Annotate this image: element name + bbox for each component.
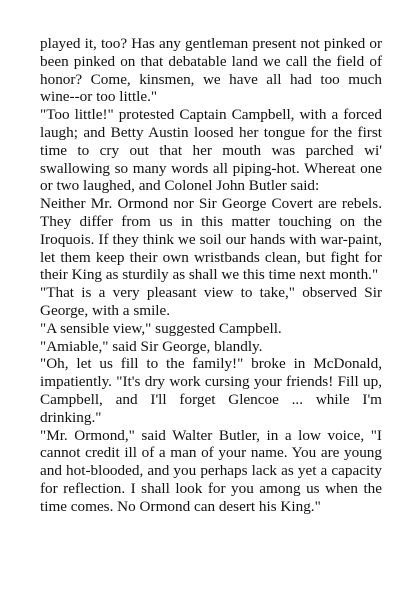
- paragraph: "That is a very pleasant view to take," observed Sir George, with a smile.: [40, 284, 382, 319]
- paragraph: "Mr. Ormond," said Walter Butler, in a low voice, "I cannot credit ill of a man of your name. You are young and hot-blooded, and you perhaps lack as yet a capacity for reflection. I shall look for you among us when the time comes. No Ormond can desert his King.": [40, 426, 382, 515]
- document-page: [40, 35, 382, 516]
- paragraph: played it, too? Has any gentleman present not pinked or been pinked on that debatable land we call the field of honor? Come, kinsmen, we have all had too much wine--or too little.": [40, 35, 382, 106]
- paragraph: "Oh, let us fill to the family!" broke in McDonald, impatiently. "It's dry work cursing your friends! Fill up, Campbell, and I'll forget Glencoe ... while I'm drinking.": [40, 355, 382, 426]
- paragraph: "A sensible view," suggested Campbell.: [40, 319, 282, 337]
- paragraph: "Amiable," said Sir George, blandly.: [40, 337, 263, 355]
- paragraph: "Too little!" protested Captain Campbell, with a forced laugh; and Betty Austin loosed her tongue for the first time to cry out that her mouth was parched wi' swallowing so many words all piping-hot. Whereat one or two laughed, and Colonel John Butler said:: [40, 106, 382, 195]
- paragraph: Neither Mr. Ormond nor Sir George Covert are rebels. They differ from us in this matter touching on the Iroquois. If they think we soil our hands with war-paint, let them keep their own wristbands clean, but fight for their King as sturdily as shall we this time next month.": [40, 195, 382, 284]
